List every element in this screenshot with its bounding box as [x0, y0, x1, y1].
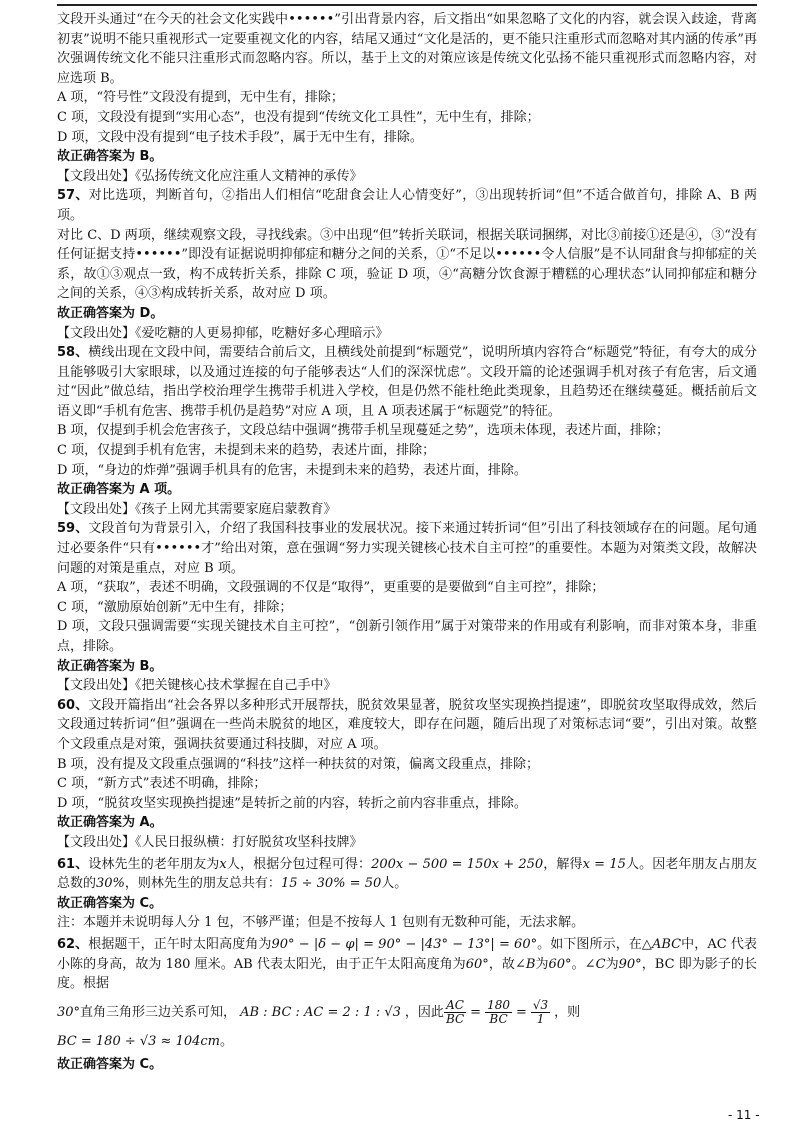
q62-triangle: △ABC	[641, 936, 682, 952]
q58-answer: 故正确答案为 A 项。	[57, 482, 181, 498]
q58-line-1: 58、横线出现在文段中间，需要结合前后文，且横线处前提到“标题党”，说明所填内容符合“标题党”特征，有夸大的成分且能够吸引大家眼球，以及通过连接的句子能够表达“人们的深深忧虑”。文段开篇的论述强调手机对孩子有危害，后文通过“因此”做总结，指出学校治理学生携带手机进入学校，但是仍然不能杜绝此类现象，且趋势还在继续蔓延。概括前后文语义即“手机有危害、携带手机仍是趋势”对应 A 项，且 A 项表述属于“标题党”的特征。	[57, 345, 757, 419]
q61-solution: x = 15	[582, 856, 626, 872]
intro-source: 【文段出处】《弘扬传统文化应注重人文精神的承传》	[57, 168, 363, 184]
intro-paragraph: 文段开头通过“在今天的社会文化实践中••••••”引出背景内容，后文指出“如果忽略了文化的内容，就会误入歧途，背离初衷”说明不能只重视形式一定要重视文化的内容，结尾又通过“文化是活的，更不能只注重形式而忽略对其内涵的传承”再次强调传统文化不能只注重形式而忽略内容。所以，基于上文的对策应该是传统文化弘扬不能只重视形式而忽略内容，对应选项 B。	[57, 12, 757, 86]
q62-fraction-180-bc: $\frac{180}{BC}$	[487, 998, 510, 1027]
q61-total: 15 ÷ 30% = 50	[280, 876, 382, 892]
page-number: - 11 -	[728, 1108, 760, 1122]
q61-number: 61、	[57, 856, 89, 872]
q62-fraction-root3: $\frac{√3}{1}$	[532, 998, 549, 1027]
q62-ratio-line: 30° 直角三角形三边关系可知， AB : BC : AC = 2 : 1 : √3 ，因此 $\frac{AC}{BC}$ = $\frac{180}{BC}$ = $\frac{√3}{1}$ ，则	[57, 998, 581, 1027]
q60-number: 60、	[57, 697, 89, 713]
intro-answer: 故正确答案为 B。	[57, 149, 163, 165]
q60-option-c: C 项，“新方式”表述不明确，排除；	[57, 776, 267, 792]
q62-fraction-ac-bc: $\frac{AC}{BC}$	[445, 998, 465, 1027]
q58-number: 58、	[57, 345, 89, 361]
q62-bc-equation: BC = 180 ÷ √3 ≈ 104cm	[57, 1033, 221, 1049]
q60-source: 【文段出处】《人民日报纵横：打好脱贫攻坚科技牌》	[57, 834, 363, 850]
q59-option-a: A 项，“获取”，表述不明确，文段强调的不仅是“取得”，更重要的是要做到“自主可控”，排除；	[57, 580, 605, 596]
q59-source: 【文段出处】《把关键核心技术掌握在自己手中》	[57, 678, 337, 694]
document-body	[57, 10, 757, 1075]
q59-line-1: 59、文段首句为背景引入，介绍了我国科技事业的发展状况。接下来通过转折词“但”引出了科技领域存在的问题。尾句通过必要条件“只有••••••才”给出对策，意在强调“努力实现关键核心技术自主可控”的重要性。本题为对策类文段，故解决问题的对策是重点，对应 B 项。	[57, 521, 758, 576]
q62-ratio: AB : BC : AC = 2 : 1 : √3	[240, 1004, 401, 1020]
q59-option-c: C 项，“激励原始创新”无中生有，排除；	[57, 599, 293, 615]
q60-answer: 故正确答案为 A。	[57, 815, 163, 831]
intro-option-a: A 项，“符号性”文段没有提到，无中生有，排除；	[57, 90, 344, 106]
q61-percent: 30%	[96, 876, 125, 892]
q57-source: 【文段出处】《爱吃糖的人更易抑郁，吃糖好多心理暗示》	[57, 325, 389, 341]
header-rule	[57, 4, 757, 6]
intro-option-c: C 项，文段没有提到“实用心态”，也没有提到“传统文化工具性”，无中生有，排除；	[57, 109, 540, 125]
q61-answer: 故正确答案为 C。	[57, 895, 163, 911]
q58-option-c: C 项，仅提到手机有危害，未提到未来的趋势，表述片面，排除；	[57, 443, 436, 459]
q60-line-1: 60、文段开篇指出“社会各界以多种形式开展帮扶，脱贫效果显著，脱贫攻坚实现换挡提速”，即脱贫攻坚取得成效，然后文段通过转折词“但”强调在一些尚未脱贫的地区，难度较大，即存在问题，随后出现了对策标志词“要”，引出对策。故整个文段重点是对策，强调扶贫要通过科技脚，对应 A 项。	[57, 697, 758, 752]
q62-bc-line: BC = 180 ÷ √3 ≈ 104cm。	[57, 1033, 234, 1049]
q62-sun-angle: 90° − |δ − φ| = 90° − |43° − 13°| = 60°	[271, 936, 538, 952]
q57-line-2: 对比 C、D 两项，继续观察文段，寻找线索。③中出现“但”转折关联词，根据关联词捆绑，对比③前接①还是④，③“没有任何证据支持••••••”即没有证据说明抑郁症和糖分之间的关系，①“不足以••••••令人信服”是不认同甜食与抑郁症的关系，故①③观点一致，构不成转折关系，排除 C 项，验证 D 项，④“高糖分饮食源于糟糕的心理状态”认同抑郁症和糖分之间的关系，④③构成转折关系，故对应 D 项。	[57, 227, 757, 302]
q60-option-b: B 项，没有提及文段重点强调的“科技”这样一种扶贫的对策，偏离文段重点，排除；	[57, 756, 539, 772]
q59-answer: 故正确答案为 B。	[57, 658, 163, 674]
q59-option-d: D 项，文段只强调需要“实现关键技术自主可控”，“创新引领作用”属于对策带来的作用或有利影响，而非对策本身，非重点，排除。	[57, 619, 757, 654]
q57-answer: 故正确答案为 D。	[57, 305, 164, 321]
q61-equation: 200x − 500 = 150x + 250	[371, 856, 544, 872]
q61-var-x: x	[219, 856, 227, 872]
q62-number: 62、	[57, 936, 89, 952]
q59-number: 59、	[57, 521, 89, 537]
q62-answer: 故正确答案为 C。	[57, 1057, 163, 1073]
q58-source: 【文段出处】《孩子上网尤其需要家庭启蒙教育》	[57, 501, 337, 517]
q61-paragraph: 61、设林先生的老年朋友为x人，根据分包过程可得：200x − 500 = 150x + 250，解得x = 15人。因老年朋友占朋友总数的30%，则林先生的朋友总共有：15 ÷ 30% = 50人。	[57, 856, 757, 892]
q60-option-d: D 项，“脱贫攻坚实现换挡提速”是转折之前的内容，转折之前内容非重点，排除。	[57, 795, 527, 811]
q57-number: 57、	[57, 188, 89, 204]
q58-option-d: D 项，“身边的炸弹”强调手机具有的危害，未提到未来的趋势，表述片面，排除。	[57, 462, 527, 478]
q58-option-b: B 项，仅提到手机会危害孩子，文段总结中强调“携带手机呈现蔓延之势”，选项未体现，表述片面，排除；	[57, 423, 669, 439]
q57-line-1: 57、对比选项，判断首句，②指出人们相信“吃甜食会让人心情变好”，③出现转折词“但”不适合做首句，排除 A、B 两项。	[57, 188, 758, 223]
q62-paragraph: 62、根据题干，正午时太阳高度角为90° − |δ − φ| = 90° − |43° − 13°| = 60°。如下图所示，在△ABC中，AC 代表小陈的身高，故为 180 厘米。AB 代表太阳光，由于正午太阳高度角为60°，故∠B为60°。∠C为90°，BC 即为影子的长度。根据	[57, 936, 757, 992]
intro-option-d: D 项，文段中没有提到“电子技术手段”，属于无中生有，排除。	[57, 129, 423, 145]
q61-note: 注：本题并未说明每人分 1 包，不够严谨；但是不按每人 1 包则有无数种可能，无法求解。	[57, 915, 585, 931]
